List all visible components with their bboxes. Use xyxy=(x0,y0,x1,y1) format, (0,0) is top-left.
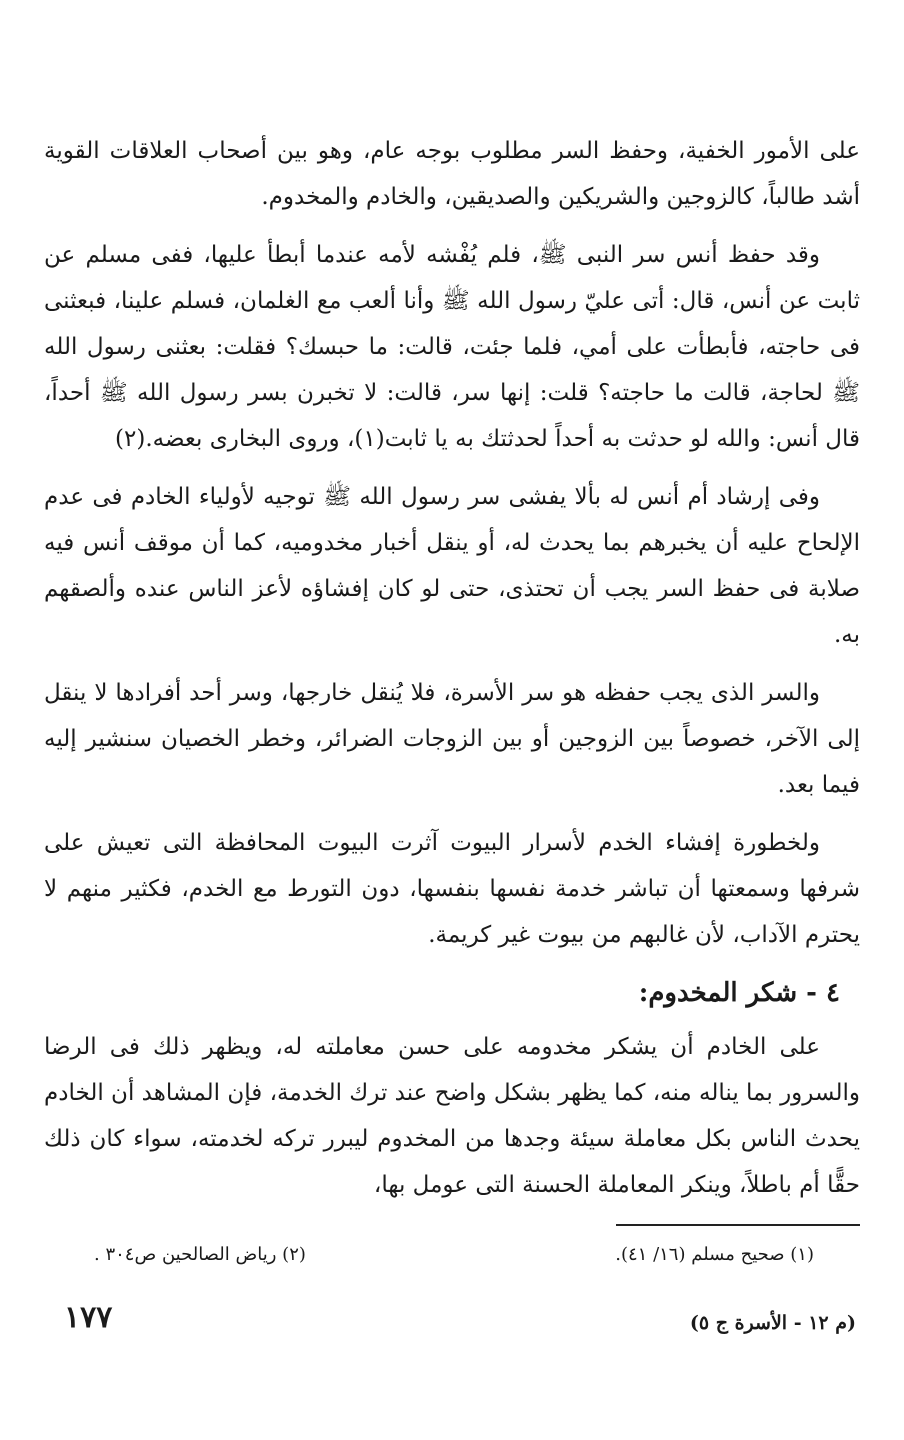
paragraph: وقد حفظ أنس سر النبى ﷺ، فلم يُفْشه لأمه عندما أبطأ عليها، ففى مسلم عن ثابت عن أنس، قال: أتى عليّ رسول الله ﷺ وأنا ألعب مع الغلمان، فسلم علينا، فبعثنى فى حاجته، فأبطأت على أمي، فلما جئت، قالت: ما حبسك؟ فقلت: بعثنى رسول الله ﷺ لحاجة، قالت ما حاجته؟ قلت: إنها سر، قالت: لا تخبرن بسر رسول الله ﷺ أحداً، قال أنس: والله لو حدثت به أحداً لحدثتك به يا ثابت(١)، وروى البخارى بعضه.(٢) xyxy=(44,242,860,452)
paragraph-continued: على الأمور الخفية، وحفظ السر مطلوب بوجه عام، وهو بين أصحاب العلاقات القوية أشد طالباً، كالزوجين والشريكين والصديقين، والخادم والمخدوم. xyxy=(44,138,860,210)
footnote-1: (١) صحيح مسلم (١٦/ ٤١). xyxy=(615,1244,814,1265)
main-text xyxy=(44,128,860,1220)
footnote-2: (٢) رياض الصالحين ص٣٠٤ . xyxy=(94,1244,306,1265)
section-heading: ٤ - شكر المخدوم: xyxy=(638,978,840,1008)
paragraph: والسر الذى يجب حفظه هو سر الأسرة، فلا يُنقل خارجها، وسر أحد أفرادها لا ينقل إلى الآخر، خصوصاً بين الزوجين أو بين الزوجات الضرائر، وخطر الخصيان سنشير إليه فيما بعد. xyxy=(44,680,860,798)
paragraph: وفى إرشاد أم أنس له بألا يفشى سر رسول الله ﷺ توجيه لأولياء الخادم فى عدم الإلحاح عليه أن يخبرهم بما يحدث له، أو ينقل أخبار مخدوميه، كما أن موقف أنس فيه صلابة فى حفظ السر يجب أن تحتذى، حتى لو كان إفشاؤه لأعز الناس عنده وألصقهم به. xyxy=(44,484,860,648)
page-number: ١٧٧ xyxy=(64,1300,113,1335)
paragraph: ولخطورة إفشاء الخدم لأسرار البيوت آثرت البيوت المحافظة التى تعيش على شرفها وسمعتها أن تباشر خدمة نفسها بنفسها، دون التورط مع الخدم، فكثير منهم لا يحترم الآداب، لأن غالبهم من بيوت غير كريمة. xyxy=(44,830,860,948)
paragraph: على الخادم أن يشكر مخدومه على حسن معاملته له، ويظهر ذلك فى الرضا والسرور بما يناله منه، كما يظهر بشكل واضح عند ترك الخدمة، فإن المشاهد أن الخادم يحدث الناس بكل معاملة سيئة وجدها من المخدوم ليبرر تركه لخدمته، سواء كان ذلك حقًّا أم باطلاً، وينكر المعاملة الحسنة التى عومل بها، xyxy=(44,1034,860,1198)
printer-signature: (م ١٢ - الأسرة ج ٥) xyxy=(689,1312,856,1334)
footnotes xyxy=(94,1240,814,1270)
footnote-divider xyxy=(616,1224,860,1226)
